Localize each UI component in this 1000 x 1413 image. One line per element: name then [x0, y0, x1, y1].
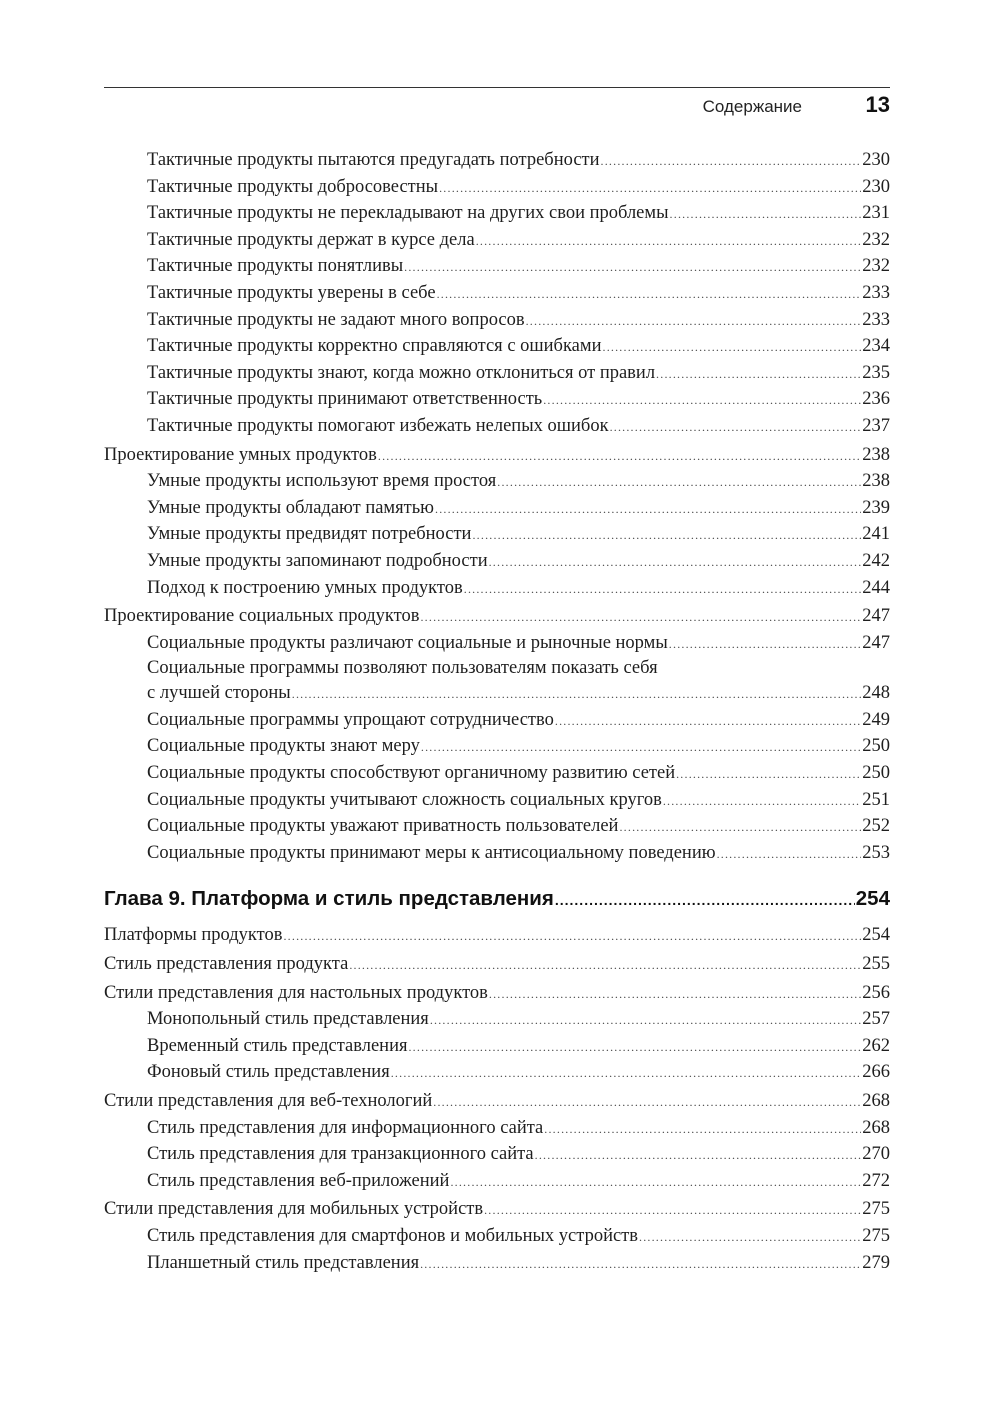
toc-page-number: 268 [862, 1091, 890, 1111]
toc-dot-leader [404, 254, 861, 281]
toc-subsection-entry[interactable] [104, 227, 890, 254]
toc-dot-leader [670, 201, 862, 228]
toc-entry-line [104, 1088, 890, 1115]
toc-dot-leader [544, 1116, 861, 1143]
toc-entry-title: Временный стиль представления [147, 1035, 408, 1056]
toc-page-number: 254 [862, 925, 890, 946]
toc-dot-leader [292, 681, 862, 708]
toc-entry-title: Умные продукты используют время простоя [147, 471, 497, 492]
toc-entry-title: Стили представления для веб-технологий [104, 1091, 433, 1111]
toc-entry-line [147, 468, 890, 495]
toc-dot-leader [433, 1089, 861, 1116]
toc-subsection-entry[interactable] [104, 174, 890, 201]
toc-page-number: 248 [862, 683, 890, 704]
toc-page-number: 242 [862, 550, 890, 571]
toc-section-entry[interactable] [104, 1086, 890, 1115]
running-header-title: Содержание [702, 97, 802, 116]
toc-dot-leader [430, 1007, 861, 1034]
toc-subsection-entry[interactable] [104, 840, 890, 867]
toc-subsection-entry[interactable] [104, 760, 890, 787]
toc-page-number: 250 [862, 736, 890, 757]
toc-entry-title: Проектирование умных продуктов [104, 444, 377, 465]
toc-dot-leader [535, 1142, 862, 1169]
toc-subsection-entry[interactable] [104, 386, 890, 413]
toc-dot-leader [717, 841, 862, 868]
toc-entry-line [104, 884, 890, 914]
toc-page-number: 266 [862, 1062, 890, 1083]
running-header [104, 93, 890, 121]
toc-entry-line [104, 951, 890, 978]
toc-dot-leader [472, 522, 861, 549]
toc-page-number: 239 [862, 497, 890, 518]
toc-dot-leader [676, 761, 861, 788]
toc-subsection-entry[interactable] [104, 1141, 890, 1168]
toc-entry-title: Тактичные продукты корректно справляются с ошибками [147, 336, 602, 357]
toc-dot-leader [408, 1034, 861, 1061]
toc-entry-line [147, 840, 890, 867]
toc-page-number: 236 [862, 389, 890, 410]
toc-dot-leader [283, 923, 861, 950]
toc-entry-title: Тактичные продукты не задают много вопросов [147, 309, 525, 330]
toc-entry-line [147, 307, 890, 334]
toc-entry-title: Тактичные продукты помогают избежать нелепых ошибок [147, 415, 609, 436]
toc-section-entry[interactable] [104, 949, 890, 978]
toc-page-number: 238 [862, 471, 890, 492]
toc-entry-line [147, 575, 890, 602]
toc-entry-line [147, 147, 890, 174]
toc-dot-leader [349, 952, 861, 979]
toc-page-number: 247 [862, 632, 890, 653]
toc-subsection-entry[interactable] [104, 253, 890, 280]
toc-subsection-entry[interactable] [104, 468, 890, 495]
toc-entry-title: Умные продукты запоминают подробности [147, 550, 488, 571]
toc-entry-line [104, 603, 890, 630]
toc-entry-title: Социальные программы упрощают сотрудничество [147, 709, 554, 730]
toc-dot-leader [497, 469, 861, 496]
toc-subsection-entry[interactable] [104, 1115, 890, 1142]
table-of-contents [104, 147, 890, 1276]
toc-entry-title-continued: с лучшей стороны [147, 683, 291, 704]
toc-subsection-entry[interactable] [104, 575, 890, 602]
toc-subsection-entry[interactable] [104, 1059, 890, 1086]
toc-entry-title: Социальные продукты принимают меры к антисоциальному поведению [147, 842, 716, 863]
toc-entry-title: Подход к построению умных продуктов [147, 577, 463, 598]
toc-entry-title: Умные продукты предвидят потребности [147, 524, 472, 545]
toc-entry-line [147, 227, 890, 254]
toc-entry-title: Планшетный стиль представления [147, 1252, 420, 1273]
toc-entry-line [147, 495, 890, 522]
toc-dot-leader [610, 414, 862, 441]
page-number: 13 [865, 92, 890, 117]
toc-entry-line [147, 1141, 890, 1168]
toc-entry-line [147, 360, 890, 387]
toc-entry-title: Тактичные продукты уверены в себе [147, 282, 436, 303]
toc-entry-title: Стиль представления для смартфонов и мобильных устройств [147, 1225, 638, 1246]
toc-entry-line [147, 760, 890, 787]
toc-dot-leader [663, 788, 861, 815]
toc-page-number: 256 [862, 982, 890, 1003]
toc-dot-leader [420, 1251, 861, 1278]
toc-entry-line [147, 280, 890, 307]
toc-entry-line [147, 680, 890, 707]
toc-subsection-entry[interactable] [104, 307, 890, 334]
toc-page-number: 251 [862, 789, 890, 810]
toc-entry-line [104, 442, 890, 469]
toc-dot-leader [439, 175, 861, 202]
toc-entry-title: Тактичные продукты принимают ответственность [147, 389, 543, 410]
toc-entry-title: Социальные продукты уважают приватность пользователей [147, 816, 619, 837]
toc-subsection-entry[interactable] [104, 548, 890, 575]
toc-dot-leader [555, 885, 855, 915]
toc-dot-leader [639, 1224, 861, 1251]
toc-page-number: 275 [862, 1199, 890, 1220]
toc-entry-line [147, 333, 890, 360]
toc-page-number: 250 [862, 763, 890, 784]
toc-section-entry[interactable] [104, 920, 890, 949]
toc-section-entry[interactable] [104, 1194, 890, 1223]
toc-page-number: 230 [862, 176, 890, 197]
toc-dot-leader [543, 387, 861, 414]
toc-page-number: 247 [862, 606, 890, 627]
toc-subsection-entry[interactable] [104, 787, 890, 814]
toc-entry-title: Монопольный стиль представления [147, 1009, 429, 1030]
toc-page-number: 231 [862, 203, 890, 224]
toc-dot-leader [619, 814, 861, 841]
toc-dot-leader [555, 708, 861, 735]
toc-entry-title: Стиль представления веб-приложений [147, 1170, 450, 1191]
header-rule [104, 87, 890, 88]
toc-subsection-entry[interactable] [104, 733, 890, 760]
toc-entry-line [147, 1168, 890, 1195]
toc-entry-line [147, 386, 890, 413]
toc-subsection-entry[interactable] [104, 1223, 890, 1250]
toc-subsection-entry[interactable] [104, 813, 890, 840]
toc-dot-leader [464, 576, 862, 603]
toc-page-number: 255 [862, 954, 890, 975]
toc-entry-title: Фоновый стиль представления [147, 1062, 390, 1083]
toc-entry-line [147, 1223, 890, 1250]
toc-page-number: 275 [862, 1225, 890, 1246]
toc-dot-leader [421, 734, 861, 761]
toc-subsection-entry[interactable] [104, 360, 890, 387]
toc-page-number: 233 [862, 282, 890, 303]
toc-page-number: 279 [862, 1252, 890, 1273]
toc-subsection-entry[interactable] [104, 1168, 890, 1195]
toc-entry-line [147, 1006, 890, 1033]
toc-entry-line [147, 253, 890, 280]
toc-page-number: 253 [862, 842, 890, 863]
toc-entry-line [147, 707, 890, 734]
toc-subsection-entry[interactable] [104, 413, 890, 440]
toc-page-number: 270 [862, 1144, 890, 1165]
toc-entry-title: Стиль представления продукта [104, 954, 349, 975]
toc-entry-title: Проектирование социальных продуктов [104, 606, 420, 627]
toc-entry-line [147, 200, 890, 227]
toc-dot-leader [391, 1060, 862, 1087]
toc-entry-title: Социальные программы позволяют пользователям показать себя [147, 658, 658, 679]
toc-page-number: 232 [862, 256, 890, 277]
toc-chapter-entry[interactable] [104, 884, 890, 914]
toc-page-number: 234 [862, 336, 890, 357]
toc-entry-line [147, 1115, 890, 1142]
toc-entry-title: Тактичные продукты держат в курсе дела [147, 229, 475, 250]
toc-section-entry[interactable] [104, 601, 890, 630]
toc-page-number: 233 [862, 309, 890, 330]
toc-dot-leader [656, 361, 861, 388]
toc-page-number: 262 [862, 1035, 890, 1056]
toc-entry-title: Умные продукты обладают памятью [147, 497, 434, 518]
toc-dot-leader [435, 496, 861, 523]
toc-entry-line [147, 1033, 890, 1060]
toc-page-number: 257 [862, 1009, 890, 1030]
toc-dot-leader [378, 443, 861, 470]
toc-entry-line [104, 1196, 890, 1223]
toc-dot-leader [484, 1197, 861, 1224]
toc-dot-leader [669, 631, 861, 658]
toc-entry-title: Социальные продукты различают социальные и рыночные нормы [147, 632, 668, 653]
toc-entry-title: Стиль представления для информационного сайта [147, 1117, 544, 1138]
toc-entry-title: Стиль представления для транзакционного сайта [147, 1144, 534, 1165]
toc-dot-leader [437, 281, 862, 308]
toc-subsection-entry[interactable] [104, 521, 890, 548]
toc-subsection-entry[interactable] [104, 1033, 890, 1060]
toc-entry-title: Тактичные продукты знают, когда можно отклониться от правил [147, 362, 656, 383]
toc-subsection-entry[interactable] [104, 1006, 890, 1033]
toc-entry-title: Тактичные продукты добросовестны [147, 176, 439, 197]
toc-entry-title: Глава 9. Платформа и стиль представления [104, 887, 554, 911]
toc-page-number: 254 [855, 887, 890, 911]
toc-page-number: 268 [862, 1117, 890, 1138]
toc-subsection-entry[interactable] [104, 495, 890, 522]
toc-entry-title: Стили представления для мобильных устройств [104, 1199, 484, 1220]
toc-entry-title: Стили представления для настольных продуктов [104, 982, 488, 1003]
toc-page-number: 241 [862, 524, 890, 545]
toc-dot-leader [603, 334, 862, 361]
toc-dot-leader [601, 148, 862, 175]
toc-entry-line [104, 980, 890, 1007]
toc-entry-title: Социальные продукты знают меру [147, 736, 420, 757]
toc-entry-title: Тактичные продукты пытаются предугадать потребности [147, 150, 600, 170]
toc-entry-line [147, 733, 890, 760]
toc-page-number: 272 [862, 1170, 890, 1191]
toc-subsection-entry[interactable] [104, 333, 890, 360]
toc-section-entry[interactable] [104, 978, 890, 1007]
toc-entry-line [104, 922, 890, 949]
toc-section-entry[interactable] [104, 440, 890, 469]
toc-subsection-entry[interactable] [104, 280, 890, 307]
toc-dot-leader [420, 604, 861, 631]
toc-page-number: 237 [862, 415, 890, 436]
toc-entry-line [147, 174, 890, 201]
toc-entry-line [147, 630, 890, 657]
toc-subsection-entry[interactable] [104, 200, 890, 227]
toc-entry-line [147, 813, 890, 840]
toc-subsection-entry[interactable] [104, 1250, 890, 1277]
toc-page-number: 235 [862, 362, 890, 383]
toc-entry-line [147, 413, 890, 440]
toc-subsection-entry[interactable] [104, 147, 890, 174]
toc-page-number: 238 [862, 444, 890, 465]
toc-entry-line [147, 787, 890, 814]
toc-dot-leader [476, 228, 862, 255]
toc-entry-line [147, 521, 890, 548]
toc-entry-line [147, 548, 890, 575]
toc-dot-leader [489, 549, 862, 576]
toc-subsection-entry[interactable] [104, 707, 890, 734]
toc-entry-title: Платформы продуктов [104, 925, 283, 946]
toc-entry-title: Тактичные продукты понятливы [147, 256, 404, 277]
toc-page-number: 230 [862, 150, 890, 170]
toc-entry-line [147, 1059, 890, 1086]
toc-subsection-entry[interactable] [104, 656, 890, 707]
toc-dot-leader [526, 308, 862, 335]
toc-entry-title: Социальные продукты способствуют органичному развитию сетей [147, 763, 676, 784]
toc-page-number: 249 [862, 709, 890, 730]
toc-entry-title: Тактичные продукты не перекладывают на других свои проблемы [147, 203, 669, 224]
toc-dot-leader [489, 981, 861, 1008]
toc-page-number: 244 [862, 577, 890, 598]
toc-page-number: 232 [862, 229, 890, 250]
toc-entry-title: Социальные продукты учитывают сложность социальных кругов [147, 789, 662, 810]
toc-page-number: 252 [862, 816, 890, 837]
toc-dot-leader [450, 1169, 861, 1196]
toc-subsection-entry[interactable] [104, 630, 890, 657]
toc-entry-line [147, 1250, 890, 1277]
